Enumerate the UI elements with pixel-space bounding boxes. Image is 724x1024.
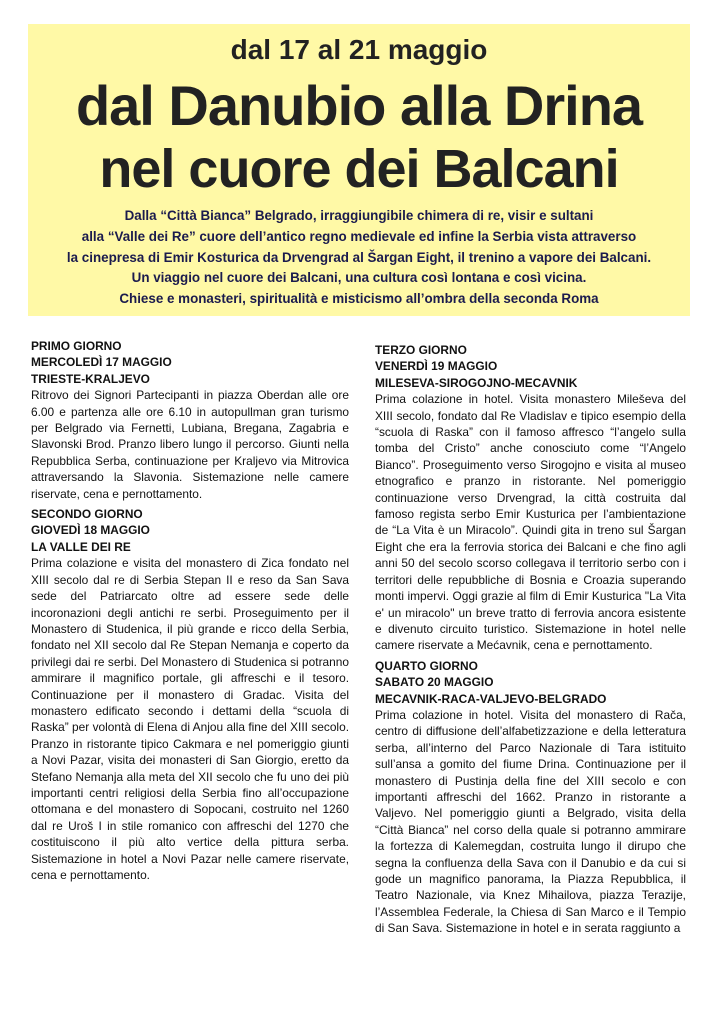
day-section-1: [31, 338, 349, 502]
left-column: [31, 338, 349, 887]
day-route: MECAVNIK-RACA-VALJEVO-BELGRADO: [375, 691, 607, 706]
day-date: MERCOLEDÌ 17 MAGGIO: [31, 355, 172, 370]
day-date: VENERDÌ 19 MAGGIO: [375, 359, 498, 374]
title-line-1: dal Danubio alla Drina: [75, 74, 643, 137]
day-section-2: [31, 506, 349, 883]
day-label: PRIMO GIORNO: [31, 339, 122, 353]
day-route: TRIESTE-KRALJEVO: [31, 371, 150, 386]
day-description: Prima colazione e visita del monastero di Zica fondato nel XIII secolo dal re di Serbia Stepan II e reso da San Sava sede del Patriarcato oltre ad essere sede delle incoronazioni degli antichi re serbi. Proseguimento per il Monastero di Studenica, il più grande e ricco della Serbia, fondato nel XII secolo dal Re Stepan Nemanja e coperto da privilegi dai re serbi. Del Monastero di Studenica si potranno ammirare il magnifico portale, gli affreschi e il tesoro. Continuazione per il monastero di Gradac. Visita del monastero edificato secondo i dettami della “scuola di Raska” per volontà di Elena di Anjou alla fine del XIII secolo. Pranzo in ristorante tipico Cakmara e nel pomeriggio giunti a Novi Pazar, visita dei monasteri di San Giorgio, eretto da Stefano Nemanja alla meta del XII secolo che fu uno dei più importanti centri religiosi della Serbia fino all’occupazione ottomana e del monastero di Sopocani, costruito nel 1260 dal re Uroš I in stile romanico con affreschi del 1270 che costituiscono il più alto vertice della pittura serba. Sistemazione in hotel a Novi Pazar nelle camere riservate, cena e pernottamento.: [31, 556, 349, 882]
trip-dates: dal 17 al 21 maggio: [230, 34, 488, 65]
day-route: LA VALLE DEI RE: [31, 539, 131, 554]
day-description: Prima colazione in hotel. Visita del monastero di Rača, centro di diffusione dell’alfabetizzazione e della letteratura serba, all’interno del Parco Nazionale di Tara istituito sull’ansa a gomito del fiume Drina. Continuazione per il monastero di Pustinja della fine del XIII secolo e con importanti affreschi del 1662. Pranzo in ristorante a Valjevo. Nel pomeriggio giunti a Belgrado, visita della “Città Bianca” nel corso della quale si potranno ammirare la fortezza di Kalemegdan, costruita lungo il dirupo che segna la confluenza della Sava con il Danubio e da cui si gode un magnifico panorama, la Piazza Repubblica, il Teatro Nazionale, via Knez Mihailova, piazza Terazije, l’Assemblea Federale, la Chiesa di San Marco e il Tempio di San Sava. Sistemazione in hotel e in serata raggiunto a: [375, 707, 686, 936]
header-banner: [28, 24, 690, 316]
day-route: MILESEVA-SIROGOJNO-MECAVNIK: [375, 375, 578, 390]
day-description: Ritrovo dei Signori Partecipanti in piazza Oberdan alle ore 6.00 e partenza alle ore 6.10 in autopullman gran turismo per Belgrado via Fernetti, Lubiana, Bregana, Zagabria e Slavonski Brod. Pranzo libero lungo il percorso. Giunti nella Repubblica Serba, continuazione per Kraljevo via Mitrovica attraversando la Slavonia. Sistemazione nelle camere riservate, cena e pernottamento.: [31, 388, 349, 501]
intro-line: Chiese e monasteri, spiritualità e misticismo all’ombra della seconda Roma: [119, 291, 599, 307]
intro-line: Dalla “Città Bianca” Belgrado, irraggiungibile chimera di re, visir e sultani: [124, 208, 594, 223]
day-section-4: [375, 658, 686, 937]
intro-line: la cinepresa di Emir Kosturica da Drvengrad al Šargan Eight, il trenino a vapore dei Balcani.: [66, 249, 652, 265]
day-label: QUARTO GIORNO: [375, 658, 478, 673]
day-label: TERZO GIORNO: [375, 343, 467, 357]
day-section-3: [375, 342, 686, 654]
intro-line: alla “Valle dei Re” cuore dell’antico regno medievale ed infine la Serbia vista attraverso: [81, 228, 637, 244]
day-date: GIOVEDÌ 18 MAGGIO: [31, 523, 150, 538]
right-column: [375, 342, 686, 941]
intro-line: Un viaggio nel cuore dei Balcani, una cultura così lontana e così vicina.: [131, 270, 587, 286]
day-date: SABATO 20 MAGGIO: [375, 675, 494, 690]
intro-text: [38, 206, 680, 310]
day-description: Prima colazione in hotel. Visita monastero Mileševa del XIII secolo, fondato dal Re Vladislav e tipico esempio della “scuola di Raska” con il famoso affresco “l’angelo sulla tomba del Cristo” anche conosciuto come “l’Angelo Bianco”. Proseguimento verso Sirogojno e visita al museo etnografico e pranzo in ristorante. Nel pomeriggio continuazione verso Drvengrad, la città costruita dal famoso regista serbo Emir Kusturica per l’ambientazione de “La Vita è un Miracolo”. Quindi gita in treno sul Šargan Eight che era la ferrovia storica dei Balcani e che fino agli anni 50 del secolo scorso collegava il territorio serbo con i territori delle repubbliche di Bosnia e Croazia superando monti impervi. Oggi grazie al film di Emir Kusturica "La Vita e' un miracolo" un breve tratto di ferrovia ancora esistente e divenuto circuito turistico. Sistemazione in hotel nelle camere riservate a Mećavnik, cena e pernottamento.: [375, 392, 686, 653]
title-line-2: nel cuore dei Balcani: [99, 139, 619, 199]
day-label: SECONDO GIORNO: [31, 507, 143, 522]
